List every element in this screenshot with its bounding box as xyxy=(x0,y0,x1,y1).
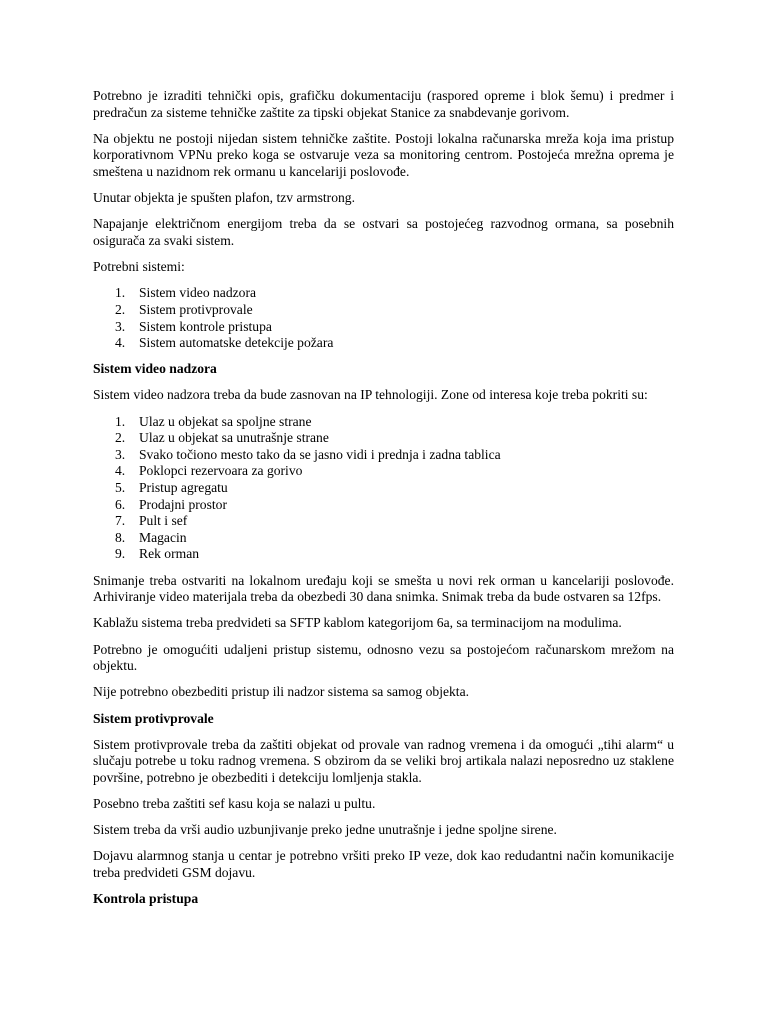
list-item: 7. Pult i sef xyxy=(115,513,188,529)
document-page xyxy=(93,88,674,917)
video-section-heading: Sistem video nadzora xyxy=(93,361,217,377)
list-item: 2. Ulaz u objekat sa unutrašnje strane xyxy=(115,430,329,446)
intrusion-section-heading: Sistem protivprovale xyxy=(93,710,214,726)
list-item: 3. Sistem kontrole pristupa xyxy=(115,318,272,334)
list-item: 1. Sistem video nadzora xyxy=(115,285,257,301)
list-item: 3. Svako točiono mesto tako da se jasno vidi i prednja i zadna tablica xyxy=(115,446,501,462)
intro-paragraph-3: Unutar objekta je spušten plafon, tzv armstrong. xyxy=(93,190,355,206)
video-paragraph-3: Potrebno je omogućiti udaljeni pristup sistemu, odnosno vezu sa postojećom računarskom mrežom na objektu. xyxy=(93,641,674,674)
access-section-heading: Kontrola pristupa xyxy=(93,891,199,907)
systems-list xyxy=(93,285,674,351)
video-lead-paragraph: Sistem video nadzora treba da bude zasnovan na IP tehnologiji. Zone od interesa koje treba pokriti su: xyxy=(93,387,648,403)
video-zones-list xyxy=(93,414,674,563)
list-item: 4. Sistem automatske detekcije požara xyxy=(115,335,334,351)
video-paragraph-4: Nije potrebno obezbediti pristup ili nadzor sistema sa samog objekta. xyxy=(93,684,470,700)
intrusion-paragraph-4: Dojavu alarmnog stanja u centar je potrebno vršiti preko IP veze, dok kao redudantni način komunikacije treba predvideti GSM dojavu. xyxy=(93,848,674,881)
list-item: 2. Sistem protivprovale xyxy=(115,301,253,317)
intrusion-paragraph-1: Sistem protivprovale treba da zaštiti objekat od provale van radnog vremena i da omogući „tihi alarm“ u slučaju potrebe u toku radnog vremena. S obzirom da se veliki broj artikala nalazi neposredno uz staklene površine, potrebno je obezbediti i detekciju lomljenja stakla. xyxy=(93,736,674,785)
intrusion-paragraph-3: Sistem treba da vrši audio uzbunjivanje preko jedne unutrašnje i jedne spoljne sirene. xyxy=(93,822,557,838)
intro-paragraph-4: Napajanje električnom energijom treba da se ostvari sa postojećeg razvodnog ormana, sa posebnih osigurača za svaki sistem. xyxy=(93,216,674,248)
list-item: 5. Pristup agregatu xyxy=(115,480,228,496)
intro-paragraph-5: Potrebni sistemi: xyxy=(93,259,185,275)
intrusion-paragraph-2: Posebno treba zaštiti sef kasu koja se nalazi u pultu. xyxy=(93,796,376,812)
intro-paragraph-2: Na objektu ne postoji nijedan sistem tehničke zaštite. Postoji lokalna računarska mreža koja ima pristup korporativnom VPNu preko koga se ostvaruje veza sa monitoring centrom. Postojeća mrežna oprema je smeštena u nazidnom rek ormanu u kancelariji poslovođe. xyxy=(93,130,674,179)
list-item: 8. Magacin xyxy=(115,529,187,545)
list-item: 9. Rek orman xyxy=(115,546,200,562)
list-item: 1. Ulaz u objekat sa spoljne strane xyxy=(115,413,312,429)
video-paragraph-2: Kablažu sistema treba predvideti sa SFTP kablom kategorijom 6a, sa terminacijom na modulima. xyxy=(93,615,622,631)
video-paragraph-1: Snimanje treba ostvariti na lokalnom uređaju koji se smešta u novi rek orman u kancelariji poslovođe. Arhiviranje video materijala treba da obezbedi 30 dana snimka. Snimak treba da bude ostvaren sa 12fps. xyxy=(93,572,674,605)
list-item: 4. Poklopci rezervoara za gorivo xyxy=(115,463,303,479)
list-item: 6. Prodajni prostor xyxy=(115,496,227,512)
intro-paragraph-1: Potrebno je izraditi tehnički opis, grafičku dokumentaciju (raspored opreme i blok šemu) i predmer i predračun za sisteme tehničke zaštite za tipski objekat Stanice za snabdevanje gorivom. xyxy=(93,88,674,120)
